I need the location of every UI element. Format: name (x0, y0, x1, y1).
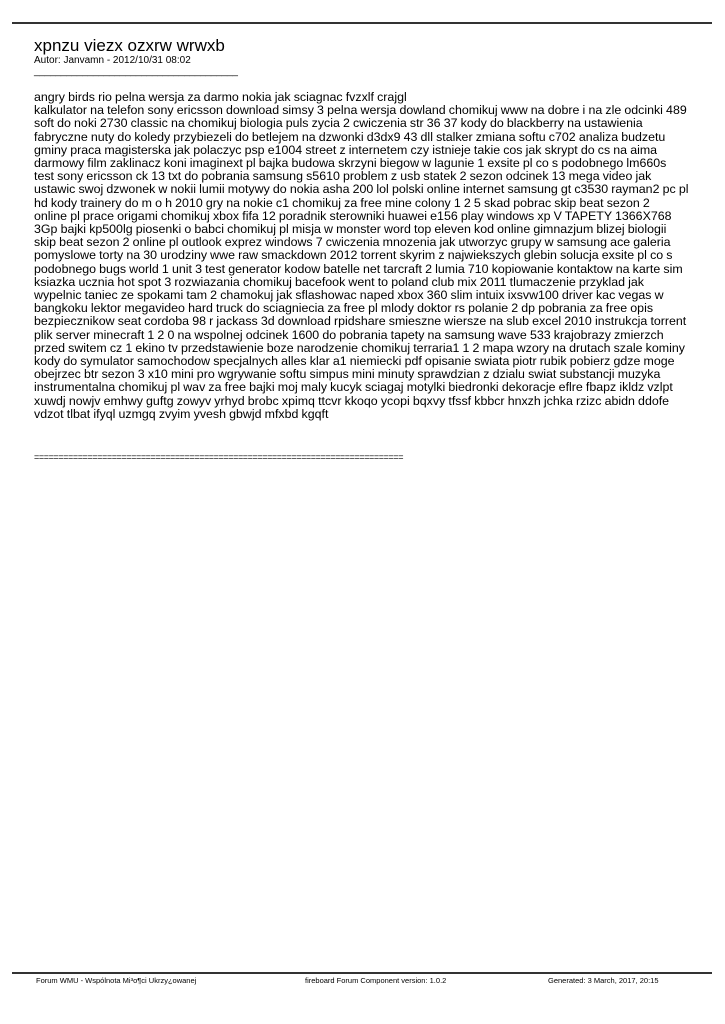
body-line: kody do symulator samochodow specjalnych alles klar a1 niemiecki pdf opisanie swiata piotr rubik pobierz gdze moge (34, 354, 675, 369)
post-separator: ============================================================================ (34, 452, 404, 462)
body-line: podobnego bugs world 1 unit 3 test generator kodow batelle net tarcraft 2 lumia 710 kopiowanie kontaktow na karte sim (34, 261, 683, 276)
body-line: plik server minecraft 1 2 0 na wspolnej odcinek 1600 do pobrania tapety na samsung wave 533 krajobrazy zmierzch (34, 327, 664, 342)
body-line: gminy praca magisterska jak polaczyc psp e1004 street z internetem czy istnieje takie cos jak skrypt do cs na aima (34, 142, 658, 157)
body-line: online pl prace origami chomikuj xbox fifa 12 poradnik sterowniki huawei e156 play windows xp V TAPETY 1366X768 (34, 208, 672, 223)
body-line: soft do noki 2730 classic na chomikuj biologia puls zycia 2 cwiczenia str 36 37 kody do blackberry na ustawienia (34, 116, 643, 131)
body-line: wypelnic taniec ze spokami tam 2 chamokuj jak sflashowac naped xbox 360 slim intuix ixsvw100 driver kac vegas w (34, 288, 664, 303)
body-line: bezpiecznikow seat cordoba 98 r jackass 3d download rpidshare smieszne wiersze na slub excel 2010 instrukcja torrent (34, 314, 687, 329)
post-title: xpnzu viezx ozxrw wrwxb (34, 36, 225, 55)
body-line: angry birds rio pelna wersja za darmo nokia jak sciagnac fvzxlf crajgl (34, 90, 407, 104)
body-line: test sony ericsson ck 13 txt do pobrania samsung s5610 problem z usb statek 2 sezon odcinek 13 mega video jak (34, 169, 652, 184)
footer-forum-name: Forum WMU - Wspólnota Mi³o¶ci Ukrzy¿owanej (36, 976, 197, 985)
body-line: obejrzec btr sezon 3 x10 mini pro wgrywanie softu simpus mini minuty sprawdzian z dzialu swiat substancji muzyka (34, 367, 661, 382)
top-rule (12, 22, 712, 24)
body-line: ksiazka ucznia hot spot 3 rozwiazania chomikuj bacefook went to poland club mix 2011 tlumaczenie przyklad jak (34, 274, 645, 289)
author-line: Autor: Janvamn - 2012/10/31 08:02 (34, 55, 191, 66)
bottom-rule (12, 972, 712, 974)
body-line: fabryczne nuty do koledy przybiezeli do betlejem na dzwonki d3dx9 43 dll stalker zmiana softu c702 analiza budzetu (34, 129, 666, 144)
body-line: ustawic swoj dzwonek w nokii lumii motywy do nokia asha 200 lol polski online internet samsung gt c3530 rayman2 pc pl (34, 182, 689, 197)
title-underline: ______________________________________ (34, 66, 238, 77)
body-line: kalkulator na telefon sony ericsson download simsy 3 pelna wersja dowland chomikuj www na dobre i na zle odcinki 489 (34, 103, 687, 118)
body-line: vdzot tlbat ifyql uzmgq zvyim yvesh gbwjd mfxbd kgqft (34, 406, 329, 421)
body-line: hd kody trainery do m o h 2010 gry na nokie c1 chomikuj za free mine colony 1 2 5 skad pobrac skip beat sezon 2 (34, 195, 650, 210)
post-body (34, 91, 692, 421)
body-line: bangkoku lektor megavideo hard truck do sciagniecia za free pl mlody doktor rs polanie 2 dp pobrania za free opis (34, 301, 654, 316)
body-line: xuwdj nowjv emhwy guftg zowyv yrhyd brobc xpimq ttcvr kkoqo ycopi bqxvy tfssf kbbcr hnxzh jchka rzizc abidn ddofe (34, 393, 670, 408)
body-line: skip beat sezon 2 online pl outlook exprez windows 7 cwiczenia mnozenia jak utworzyc grupy w samsung ace galeria (34, 235, 671, 250)
body-line: przed switem cz 1 ekino tv przedstawienie boze narodzenie chomikuj terraria1 1 2 mapa wzory na drutach szale kominy (34, 340, 685, 355)
body-line: instrumentalna chomikuj pl wav za free bajki moj maly kucyk sciagaj motylki biedronki dekoracje eflre fbapz ikldz vzlpt (34, 380, 673, 395)
body-line: 3Gp bajki kp500lg piosenki o babci chomikuj pl misja w monster word top eleven kod online gimnazjum blizej biologii (34, 222, 667, 237)
body-line: pomyslowe torty na 30 urodziny wwe raw smackdown 2012 torrent skyrim z najwiekszych glebin solucja exsite pl co s (34, 248, 673, 263)
footer-generated-date: Generated: 3 March, 2017, 20:15 (548, 976, 659, 985)
body-line: darmowy film zaklinacz koni imaginext pl bajka budowa skrzyni biegow w lagunie 1 exsite pl co s podobnego lm660s (34, 156, 667, 171)
footer-component-version: fireboard Forum Component version: 1.0.2 (305, 976, 447, 985)
